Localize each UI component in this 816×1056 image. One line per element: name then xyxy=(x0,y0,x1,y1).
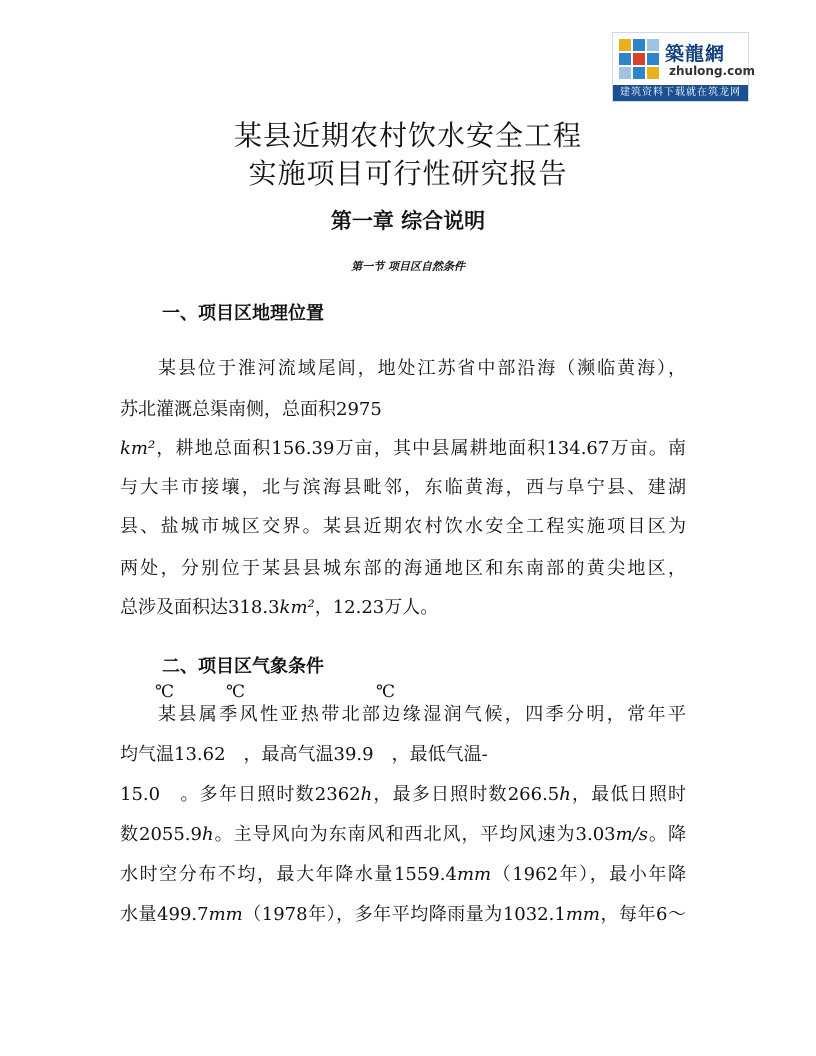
part1-paragraph-line: 总涉及面积达318.3km²，12.23万人。 xyxy=(120,597,439,618)
degree-symbol: ℃ xyxy=(226,682,246,702)
part2-paragraph-line: 水量499.7mm（1978年），多年平均降雨量为1032.1mm，每年6～ xyxy=(120,904,687,925)
part1-paragraph-line: km²，耕地总面积156.39万亩，其中县属耕地面积134.67万亩。南 xyxy=(120,438,686,459)
logo-chinese-name: 築龍網 xyxy=(665,43,726,65)
part1-paragraph-line: 与大丰市接壤，北与滨海县毗邻，东临黄海，西与阜宁县、建湖 xyxy=(120,477,686,498)
part2-paragraph-line: 15.0 。多年日照时数2362h，最多日照时数266.5h，最低日照时 xyxy=(120,784,687,805)
logo-mark-icon xyxy=(617,37,661,81)
chapter-heading: 第一章 综合说明 xyxy=(330,208,486,233)
part2-paragraph-line: 数2055.9h。主导风向为东南风和西北风，平均风速为3.03m/s。降 xyxy=(120,824,687,845)
report-title-line-2: 实施项目可行性研究报告 xyxy=(248,157,568,190)
logo-domain: zhulong.com xyxy=(669,64,755,78)
report-title-line-1: 某县近期农村饮水安全工程 xyxy=(233,119,582,152)
part2-paragraph-line: 均气温13.62 ，最高气温39.9 ，最低气温- xyxy=(120,744,488,765)
section-heading: 第一节 项目区自然条件 xyxy=(351,260,465,273)
zhulong-logo xyxy=(612,32,755,102)
part1-paragraph-line: 某县位于淮河流域尾闾，地处江苏省中部沿海（濒临黄海）， xyxy=(158,358,686,379)
unit-km2: km² xyxy=(120,438,156,459)
unit-km2: km² xyxy=(279,597,315,618)
part2-paragraph-line: 某县属季风性亚热带北部边缘湿润气候，四季分明，常年平 xyxy=(158,704,686,725)
logo-slogan: 建筑资料下载就在筑龙网 xyxy=(613,85,748,101)
part1-heading: 一、项目区地理位置 xyxy=(162,303,324,324)
degree-symbol: ℃ xyxy=(376,682,396,702)
part2-heading: 二、项目区气象条件 xyxy=(162,656,324,677)
degree-symbol: ℃ xyxy=(155,682,175,702)
part1-paragraph-line: 两处，分别位于某县县城东部的海通地区和东南部的黄尖地区， xyxy=(120,558,686,579)
part2-paragraph-line: 水时空分布不均，最大年降水量1559.4mm（1962年），最小年降 xyxy=(120,864,686,885)
part1-paragraph-line: 县、盐城市城区交界。某县近期农村饮水安全工程实施项目区为 xyxy=(120,516,686,537)
part1-paragraph-line: 苏北灌溉总渠南侧，总面积2975 xyxy=(120,399,382,420)
